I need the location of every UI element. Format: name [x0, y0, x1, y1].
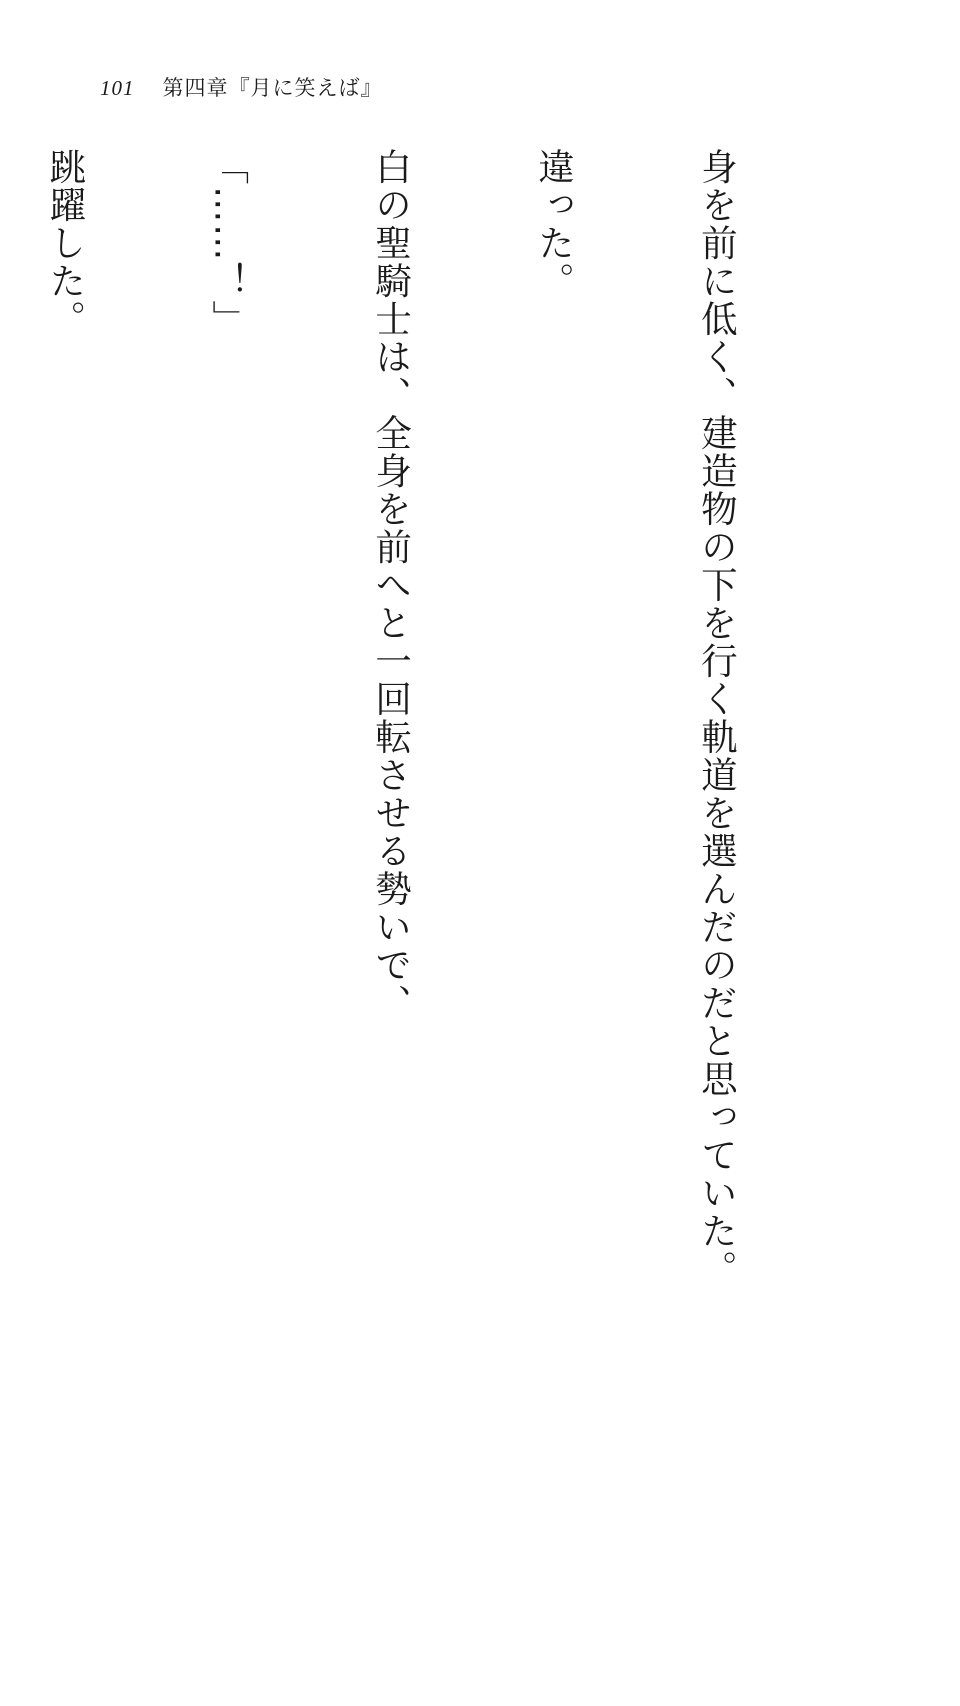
chapter-title: 第四章『月に笑えば』 [162, 76, 383, 100]
page-number: 101 [100, 76, 135, 100]
vertical-body-text [0, 148, 852, 1328]
text-line: 跳躍した。 [43, 148, 87, 338]
text-line: 「……！」 [206, 148, 250, 338]
text-line: 違った。 [532, 148, 576, 300]
text-line: 身を前に低く、建造物の下を行く軌道を選んだのだと思っていた。 [695, 148, 739, 1288]
running-header [100, 72, 383, 102]
text-line: 白の聖騎士は、全身を前へと一回転させる勢いで、 [369, 148, 413, 1022]
